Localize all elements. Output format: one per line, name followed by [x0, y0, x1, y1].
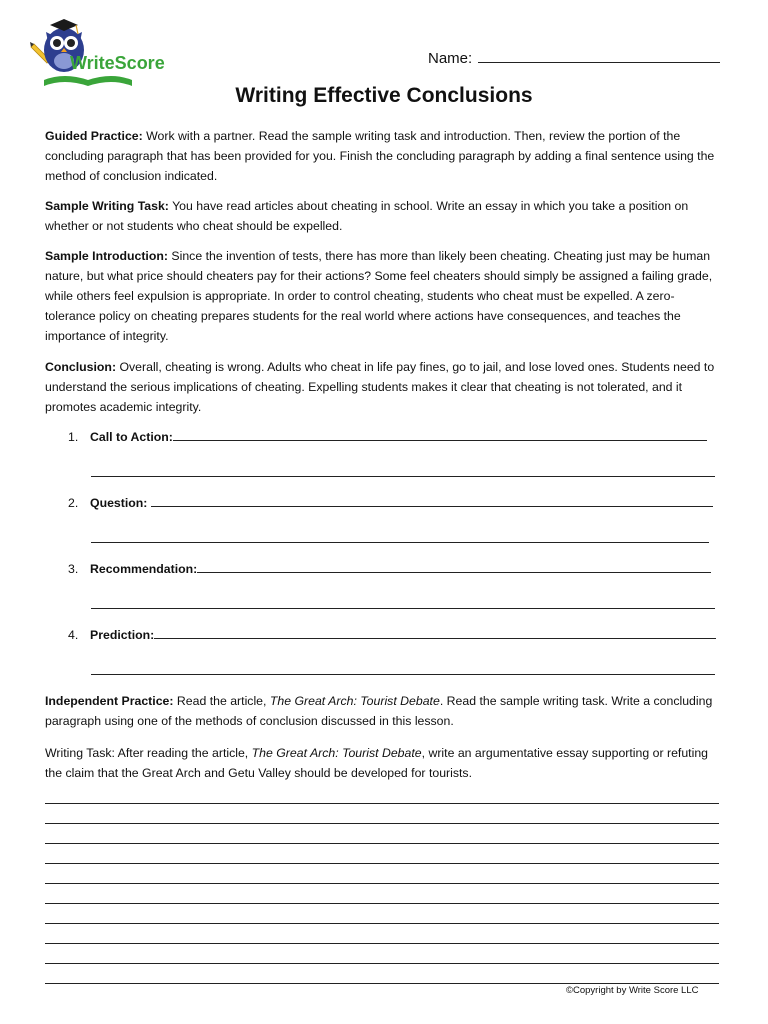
- independent-text-a: Read the article,: [176, 694, 270, 708]
- guided-practice-paragraph: [45, 126, 725, 186]
- prompt-number: 3.: [68, 562, 79, 576]
- prompt-label: Call to Action:: [90, 430, 173, 444]
- guided-practice-text: Work with a partner. Read the sample writing task and introduction. Then, review the portion of the concluding paragraph that has been provided for you. Finish the concluding paragraph by adding a final sentence using the method of conclusion indicated.: [45, 129, 715, 183]
- writing-line[interactable]: [45, 803, 719, 804]
- writing-line[interactable]: [45, 963, 719, 964]
- writing-task-paragraph: [45, 743, 725, 783]
- page-title: Writing Effective Conclusions: [235, 84, 533, 107]
- answer-blank[interactable]: [173, 428, 707, 441]
- conclusion-label: Conclusion:: [45, 360, 117, 374]
- name-field[interactable]: [428, 48, 720, 67]
- sample-intro-text: Since the invention of tests, there has more than likely been cheating. Cheating just may be human nature, but what price should cheaters pay for their actions? Some feel cheaters should simply be assigned a failing grade, while others feel expulsion is appropriate. In order to control cheating, students who cheat must be expelled. A zero-tolerance policy on cheating prepares students for the real world where actions have consequences, and teaches the importance of integrity.: [45, 249, 713, 343]
- logo-wordmark: WriteScore: [70, 53, 165, 73]
- copyright-notice: ©Copyright by Write Score LLC: [566, 985, 699, 996]
- prompt-recommendation: [68, 560, 718, 576]
- article-title: The Great Arch: Tourist Debate: [269, 694, 440, 708]
- sample-intro-label: Sample Introduction:: [45, 249, 168, 263]
- answer-line[interactable]: [91, 476, 715, 477]
- prompt-question: [68, 494, 718, 510]
- answer-line[interactable]: [91, 608, 715, 609]
- name-blank[interactable]: [478, 48, 720, 63]
- prompt-label: Question:: [90, 496, 151, 510]
- independent-text-b: . Read the sample writing task. Write a concluding paragraph using one of the methods of conclusion discussed in this lesson.: [45, 694, 713, 728]
- sample-task-label: Sample Writing Task:: [45, 199, 169, 213]
- writing-line[interactable]: [45, 863, 719, 864]
- answer-line[interactable]: [91, 542, 709, 543]
- independent-practice-label: Independent Practice:: [45, 694, 174, 708]
- writing-task-text-b: , write an argumentative essay supporting or refuting the claim that the Great Arch and Getu Valley should be developed for tourists.: [45, 746, 709, 780]
- prompt-number: 2.: [68, 496, 79, 510]
- writing-line[interactable]: [45, 903, 719, 904]
- writing-line[interactable]: [45, 923, 719, 924]
- writing-line[interactable]: [45, 883, 719, 884]
- answer-blank[interactable]: [154, 626, 716, 639]
- prompt-label: Recommendation:: [90, 562, 198, 576]
- sample-task-paragraph: [45, 196, 725, 236]
- writing-task-text-a: Writing Task: After reading the article,: [45, 746, 252, 760]
- conclusion-paragraph: [45, 357, 725, 417]
- prompt-number: 1.: [68, 430, 79, 444]
- answer-blank[interactable]: [151, 494, 713, 507]
- prompt-number: 4.: [68, 628, 79, 642]
- sample-intro-paragraph: [45, 246, 725, 346]
- writing-line[interactable]: [45, 823, 719, 824]
- article-title: The Great Arch: Tourist Debate: [251, 746, 422, 760]
- prompt-prediction: [68, 626, 718, 642]
- name-label: Name:: [428, 50, 473, 67]
- sample-task-text: You have read articles about cheating in school. Write an essay in which you take a position on whether or not students who cheat should be expelled.: [45, 199, 689, 233]
- answer-line[interactable]: [91, 674, 715, 675]
- writing-line[interactable]: [45, 943, 719, 944]
- guided-practice-label: Guided Practice:: [45, 129, 143, 143]
- writing-line[interactable]: [45, 983, 719, 984]
- writing-line[interactable]: [45, 843, 719, 844]
- conclusion-text: Overall, cheating is wrong. Adults who cheat in life pay fines, go to jail, and lose loved ones. Students need to understand the serious implications of cheating. Expelling students makes it clear that cheating is not tolerated, and it promotes academic integrity.: [45, 360, 715, 414]
- answer-blank[interactable]: [197, 560, 711, 573]
- independent-practice-paragraph: [45, 691, 725, 731]
- prompt-label: Prediction:: [90, 628, 155, 642]
- prompt-call-to-action: [68, 428, 718, 444]
